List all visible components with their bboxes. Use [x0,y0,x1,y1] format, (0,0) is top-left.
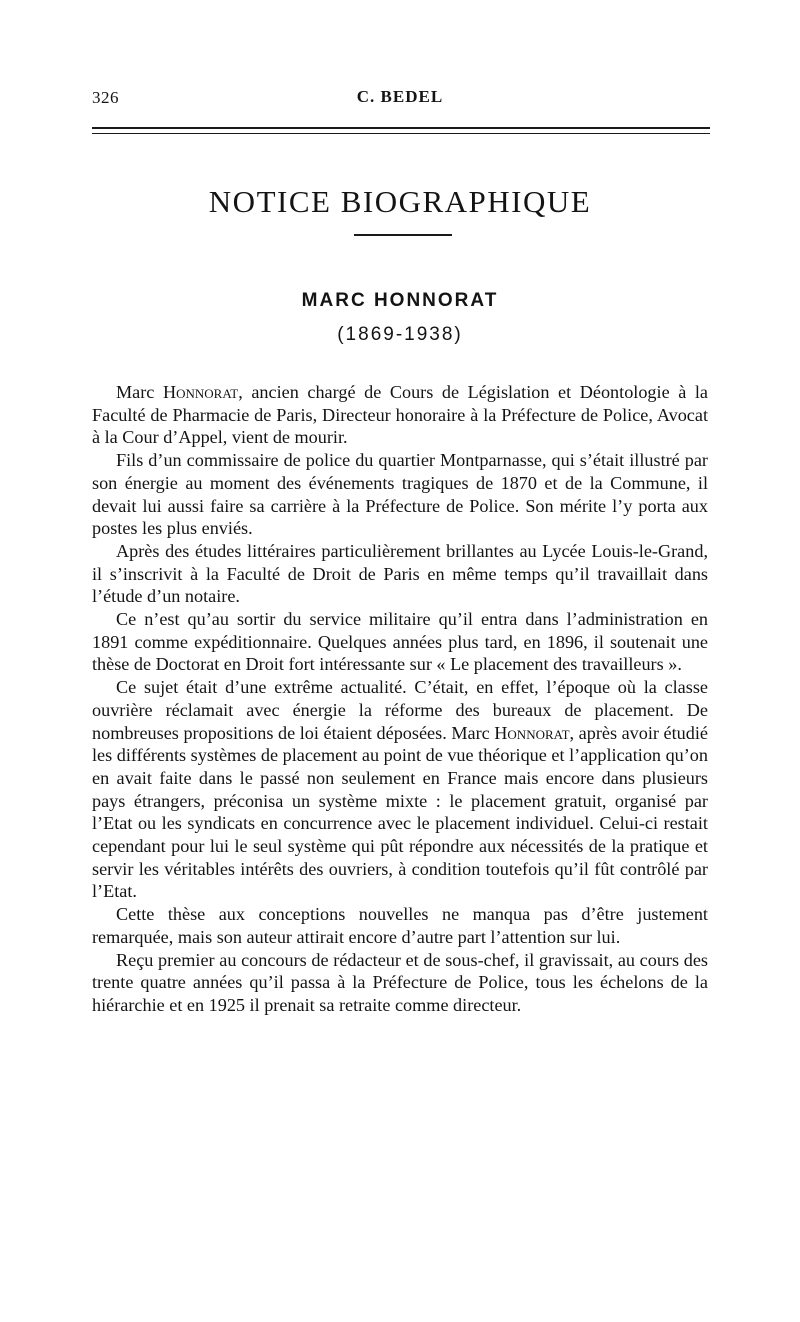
paragraph-3: Après des études littéraires particulièrement brillantes au Lycée Louis-le-Grand, il s’inscrivit à la Faculté de Droit de Paris en même temps qu’il travaillait dans l’étude d’un notaire. [92,540,708,607]
paragraph-5-before: Ce sujet était d’une extrême actualité. C’était, en effet, l’époque où la classe ouvrière réclamait avec énergie la réforme des bureaux de placement. De nombreuses propositions de loi étaient déposées. Marc [92,677,708,743]
paragraph-5 [92,676,708,903]
running-title: C. BEDEL [356,87,444,106]
paragraph-7: Reçu premier au concours de rédacteur et de sous-chef, il gravissait, au cours des trente quatre années qu’il passa à la Préfecture de Police, tous les échelons de la hiérarchie et en 1925 il prenait sa retraite comme directeur. [92,949,708,1015]
body-text [92,381,708,1017]
name-first: Marc [116,382,163,402]
page-number: 326 [92,88,119,107]
paragraph-6: Cette thèse aux conceptions nouvelles ne manqua pas d’être justement remarquée, mais son auteur attirait encore d’autre part l’attention sur lui. [92,904,708,947]
name-small-caps: Honnorat [162,382,239,402]
paragraph-1-text: , ancien chargé de Cours de Législation et Déontologie à la Faculté de Pharmacie de Paris, Directeur honoraire à la Préfecture de Police, Avocat à la Cour d’Appel, vient de mourir. [92,382,709,448]
notice-title: NOTICE BIOGRAPHIQUE [208,184,592,219]
running-head [92,88,708,112]
title-rule [354,234,452,236]
name-small-caps: Honnorat [494,722,570,743]
paragraph-1 [92,381,708,449]
paragraph-4: Ce n’est qu’au sortir du service militaire qu’il entra dans l’administration en 1891 comme expéditionnaire. Quelques années plus tard, en 1896, il soutenait une thèse de Doctorat en Droit fort intéressante sur « Le placement des travailleurs ». [92,609,708,675]
header-double-rule [92,127,710,134]
paragraph-5-after: , après avoir étudié les différents systèmes de placement au point de vue théorique et l’application qu’on en avait faite dans le passé non seulement en France mais encore dans plusieurs pays étrangers, préconisa un système mixte : le placement gratuit, organisé par l’Etat ou les syndicats en concurrence avec le placement individuel. Celui-ci restait cependant pour lui le seul système qui pût répondre aux nécessités de la pratique et servir les véritables intérêts des ouvriers, à condition toutefois qu’il fût contrôlé par l’Etat. [92,722,708,902]
paragraph-2: Fils d’un commissaire de police du quartier Montparnasse, qui s’était illustré par son énergie au moment des événements tragiques de 1870 et de la Commune, il devait lui aussi faire sa carrière à la Préfecture de Police. Son mérite l’y porta aux postes les plus enviés. [92,450,708,539]
subject-name: MARC HONNORAT [301,290,499,311]
subject-dates: (1869-1938) [337,324,463,345]
